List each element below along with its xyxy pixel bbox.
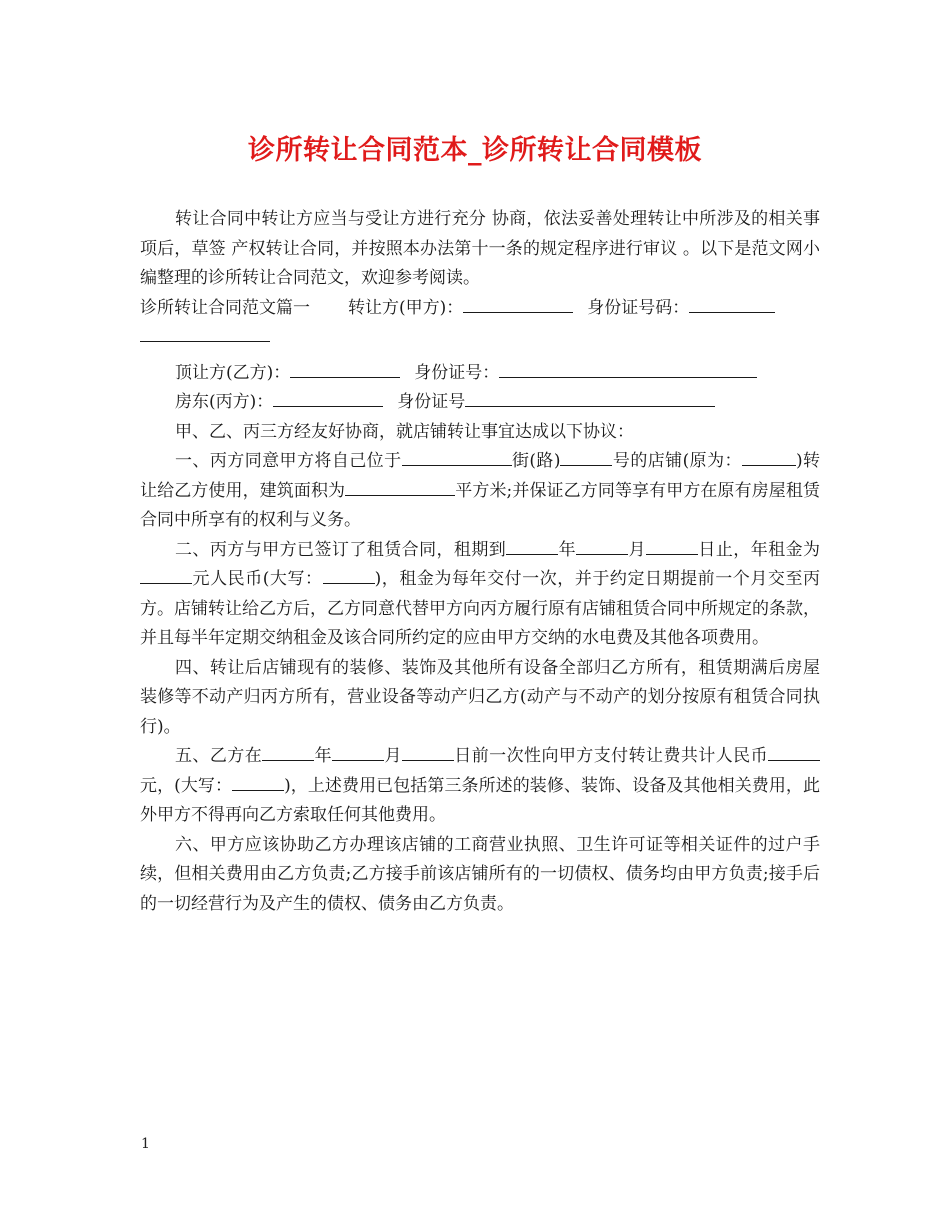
clause-1-text-e: 平方米;并保证乙方同等享有甲方在原有房屋租赁合同中所享有的权利与义务。	[140, 480, 820, 530]
clause-2-rent-blank	[140, 567, 192, 584]
clause-2-text-e: 元人民币(大写：	[192, 569, 323, 589]
clause-5-text-b: 年	[314, 746, 333, 766]
clause-2-day-blank	[646, 538, 698, 555]
clause-6: 六、甲方应该协助乙方办理该店铺的工商营业执照、卫生许可证等相关证件的过户手续，但相关费用由乙方负责;乙方接手前该店铺所有的一切债权、债务均由甲方负责;接手后的一切经营行为及产生的债权、债务由乙方负责。	[140, 834, 820, 914]
transferor-name-blank	[463, 296, 573, 313]
clause-5-text-f: )，上述费用已包括第三条所述的装修、装饰、设备及其他相关费用，此外甲方不得再向乙方索取任何其他费用。	[140, 775, 820, 825]
landlord-name-blank	[273, 390, 383, 407]
landlord-id-blank	[465, 390, 715, 407]
clause-1-text-c: 号的店铺(原为：	[612, 451, 742, 471]
landlord-line	[140, 388, 820, 418]
intro-paragraph: 转让合同中转让方应当与受让方进行充分 协商，依法妥善处理转让中所涉及的相关事项后，草签 产权转让合同，并按照本办法第十一条的规定程序进行审议 。以下是范文网小编整理的诊所转让合同范文，欢迎参考阅读。	[140, 209, 820, 288]
transferor-label: 转让方(甲方)：	[348, 297, 464, 318]
clause-1-text-a: 一、丙方同意甲方将自己位于	[175, 451, 402, 471]
document-body	[140, 205, 820, 919]
transferor-id-continuation	[140, 323, 820, 353]
clause-4: 四、转让后店铺现有的装修、装饰及其他所有设备全部归乙方所有，租赁期满后房屋装修等不动产归丙方所有，营业设备等动产归乙方(动产与不动产的划分按原有租赁合同执行)。	[140, 657, 820, 737]
clause-2-month-blank	[576, 538, 628, 555]
clause-5-text-c: 月	[384, 746, 402, 766]
document-title: 诊所转让合同范本_诊所转让合同模板	[248, 135, 702, 166]
clause-5-text-e: 元，(大写：	[140, 775, 233, 796]
clause-5-amount-blank	[768, 744, 820, 761]
transferee-id-blank	[499, 361, 757, 378]
sample-heading-line	[140, 294, 820, 324]
clause-5-text-a: 五、乙方在	[175, 746, 263, 766]
clause-1-area-blank	[345, 479, 455, 496]
clause-2-text-b: 年	[558, 539, 577, 560]
clause-2-text-d: 日止，年租金为	[697, 539, 821, 560]
clause-5	[140, 742, 820, 831]
clause-5-year-blank	[262, 744, 314, 761]
clause-1-text-d: )转让给乙方使用，建筑面积为	[140, 451, 820, 501]
transferee-line	[140, 359, 820, 389]
transferor-id-blank-a	[689, 296, 775, 313]
clause-1-number-blank	[560, 449, 612, 466]
id-label-3: 身份证号	[397, 392, 466, 412]
clause-5-day-blank	[402, 744, 454, 761]
clause-2-text-c: 月	[628, 539, 646, 560]
clause-5-month-blank	[332, 744, 384, 761]
page-number: 1	[141, 1136, 150, 1152]
clause-2-text-f: )，租金为每年交付一次，并于约定日期提前一个月交至丙方。店铺转让给乙方后，乙方同意代替甲方向丙方履行原有店铺租赁合同中所规定的条款，并且每半年定期交纳租金及该合同所约定的应由甲方交纳的水电费及其他各项费用。	[140, 569, 820, 648]
clause-2-year-blank	[506, 538, 558, 555]
sample-heading: 诊所转让合同范文篇一	[140, 297, 310, 318]
id-label-1: 身份证号码：	[587, 297, 690, 318]
clause-5-amount-words-blank	[232, 774, 284, 791]
transferor-id-blank-b	[140, 325, 270, 342]
clause-2-rent-words-blank	[323, 567, 375, 584]
clause-1-original-blank	[742, 449, 796, 466]
clause-1	[140, 447, 820, 536]
id-label-2: 身份证号：	[414, 362, 500, 383]
clause-1-text-b: 街(路)	[511, 451, 561, 471]
transferee-name-blank	[290, 361, 400, 378]
clause-2-text-a: 二、丙方与甲方已签订了租赁合同，租期到	[175, 539, 507, 560]
agreement-intro: 甲、乙、丙三方经友好协商，就店铺转让事宜达成以下协议：	[175, 421, 634, 442]
transferee-label: 顶让方(乙方)：	[175, 362, 291, 383]
clause-1-street-blank	[402, 449, 512, 466]
landlord-label: 房东(丙方)：	[175, 392, 274, 412]
clause-2	[140, 536, 820, 654]
clause-5-text-d: 日前一次性向甲方支付转让费共计人民币	[453, 746, 769, 766]
